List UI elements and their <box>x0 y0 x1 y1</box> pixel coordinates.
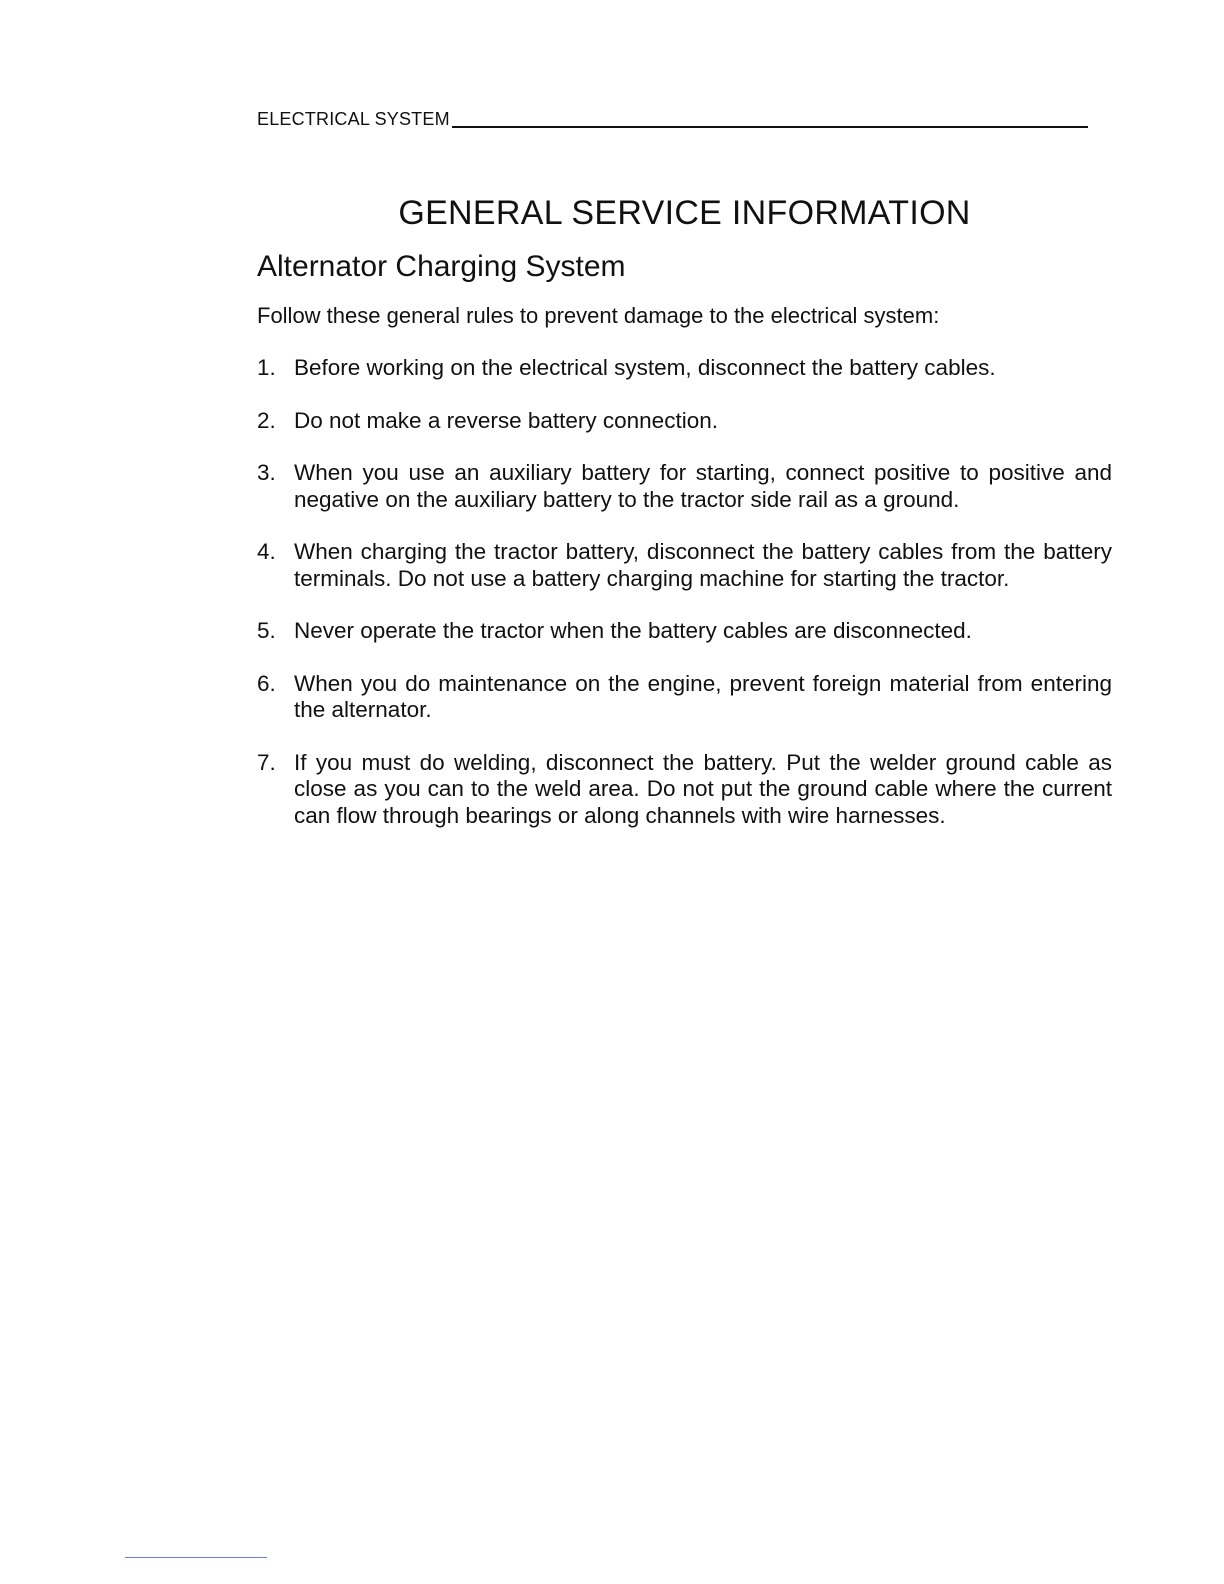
rule-item-1 <box>257 355 1112 382</box>
running-header-rule <box>452 126 1088 128</box>
rules-list <box>257 355 1112 855</box>
rule-number: 2. <box>257 407 276 433</box>
rule-item-4 <box>257 539 1112 592</box>
rule-number: 1. <box>257 355 276 380</box>
rule-number: 5. <box>257 618 276 643</box>
page-title: GENERAL SERVICE INFORMATION <box>398 194 971 232</box>
rule-item-5 <box>257 618 1112 645</box>
intro-paragraph: Follow these general rules to prevent damage to the electrical system: <box>257 303 940 328</box>
rule-text: If you must do welding, disconnect the battery. Put the welder ground cable as close as you can to the weld area. Do not put the ground cable where the current can flow through bearings or along channels with wire harnesses. <box>294 749 1112 828</box>
rule-text: Never operate the tractor when the battery cables are disconnected. <box>294 618 972 643</box>
rule-text: When charging the tractor battery, disconnect the battery cables from the battery terminals. Do not use a battery charging machine for starting the tractor. <box>294 539 1112 591</box>
rule-text: Before working on the electrical system, disconnect the battery cables. <box>294 355 996 380</box>
page-edge-rule <box>125 1557 267 1558</box>
rule-item-3 <box>257 460 1112 513</box>
rule-number: 4. <box>257 539 276 564</box>
rule-item-6 <box>257 671 1112 724</box>
rule-text: When you do maintenance on the engine, prevent foreign material from entering the alternator. <box>294 670 1112 722</box>
rule-text: When you use an auxiliary battery for starting, connect positive to positive and negative on the auxiliary battery to the tractor side rail as a ground. <box>294 460 1112 512</box>
rule-text: Do not make a reverse battery connection. <box>294 407 718 433</box>
rule-number: 6. <box>257 670 276 696</box>
running-header-title: ELECTRICAL SYSTEM <box>257 109 450 129</box>
rule-number: 7. <box>257 749 276 775</box>
section-heading: Alternator Charging System <box>257 250 626 283</box>
running-header <box>257 109 1088 129</box>
rule-item-7 <box>257 750 1112 830</box>
rule-number: 3. <box>257 460 276 485</box>
rule-item-2 <box>257 408 1112 435</box>
